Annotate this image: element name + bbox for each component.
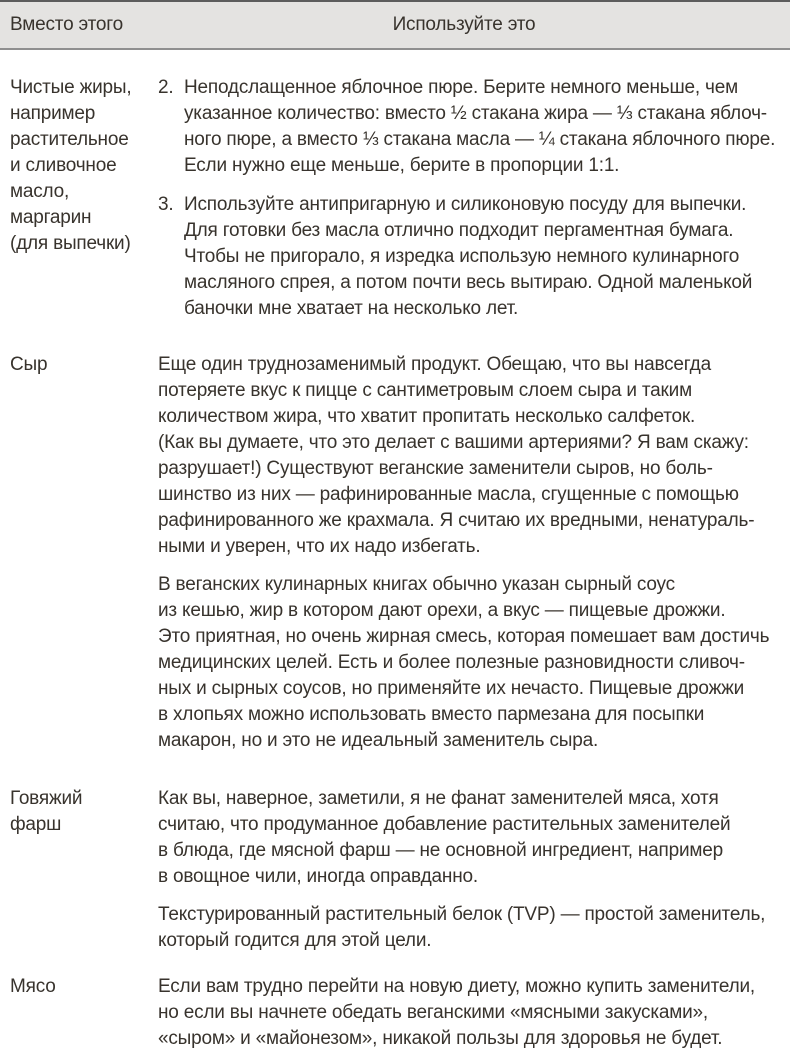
paragraph: Текстурированный растительный белок (TVP) — простой заменитель, который годится для этой цели. [158, 904, 766, 951]
paragraph: Еще один труднозаменимый продукт. Обещаю, что вы навсегда потеряете вкус к пицце с сантиметровым слоем сыра и таким количеством жира, что хватит пропитать несколько салфеток. (Как вы думаете, что это делает с вашими артериями? Я вам скажу: разрушает!) Существуют веганские заменители сыров, но боль- шинство из них — рафинированные масла, сгущенные с помощью рафинированного же крахмала. Я считаю их вредными, ненатураль- ными и уверен, что их надо избегать. [158, 354, 755, 557]
numbered-list-item [158, 192, 782, 322]
row-content [158, 352, 790, 754]
row-label-ground-beef: Говяжий фарш [10, 788, 83, 835]
row-content [158, 974, 790, 1048]
list-item-text: Неподслащенное яблочное пюре. Берите немного меньше, чем указанное количество: вместо ½ стакана жира — ⅓ стакана яблоч- ного пюре, а вместо ⅓ стакана масла — ¼ стакана яблочного пюре. Если нужно еще меньше, берите в пропорции 1:1. [184, 77, 776, 176]
row-label-fats: Чистые жиры, например растительное и сливочное масло, маргарин (для выпечки) [10, 77, 132, 254]
table-body [0, 50, 790, 1048]
numbered-list-item [158, 75, 782, 179]
paragraph: Если вам трудно перейти на новую диету, можно купить заменители, но если вы начнете обедать веганскими «мясными закусками», «сыром» и «майонезом», никакой пользы для здоровья не будет. [158, 976, 755, 1048]
row-label-meat: Мясо [10, 976, 56, 997]
paragraph: Как вы, наверное, заметили, я не фанат заменителей мяса, хотя считаю, что продуманное добавление растительных заменителей в блюда, где мясной фарш — не основной ингредиент, например в овощное чили, иногда оправданно. [158, 788, 731, 887]
table-row [0, 75, 790, 322]
table-row [0, 786, 790, 954]
list-item-number: 3. [158, 194, 174, 215]
table-row [0, 974, 790, 1048]
list-item-number: 2. [158, 77, 174, 98]
header-col-use: Используйте это [392, 14, 536, 35]
row-content [158, 786, 790, 954]
table-header-row [0, 0, 790, 50]
header-col-instead: Вместо этого [10, 14, 123, 35]
list-item-text: Используйте антипригарную и силиконовую посуду для выпечки. Для готовки без масла отлично подходит пергаментная бумага. Чтобы не пригорало, я изредка использую немного кулинарного масляного спрея, а потом почти весь вытираю. Одной маленькой баночки мне хватает на несколько лет. [184, 194, 753, 319]
paragraph: В веганских кулинарных книгах обычно указан сырный соус из кешью, жир в котором дают орехи, а вкус — пищевые дрожжи. Это приятная, но очень жирная смесь, которая помешает вам достичь медицинских целей. Есть и более полезные разновидности сливоч- ных и сырных соусов, но применяйте их нечасто. Пищевые дрожжи в хлопьях можно использовать вместо пармезана для посыпки макарон, но и это не идеальный заменитель сыра. [158, 574, 770, 751]
row-label-cheese: Сыр [10, 354, 48, 375]
row-content [158, 75, 790, 322]
table-row [0, 352, 790, 754]
